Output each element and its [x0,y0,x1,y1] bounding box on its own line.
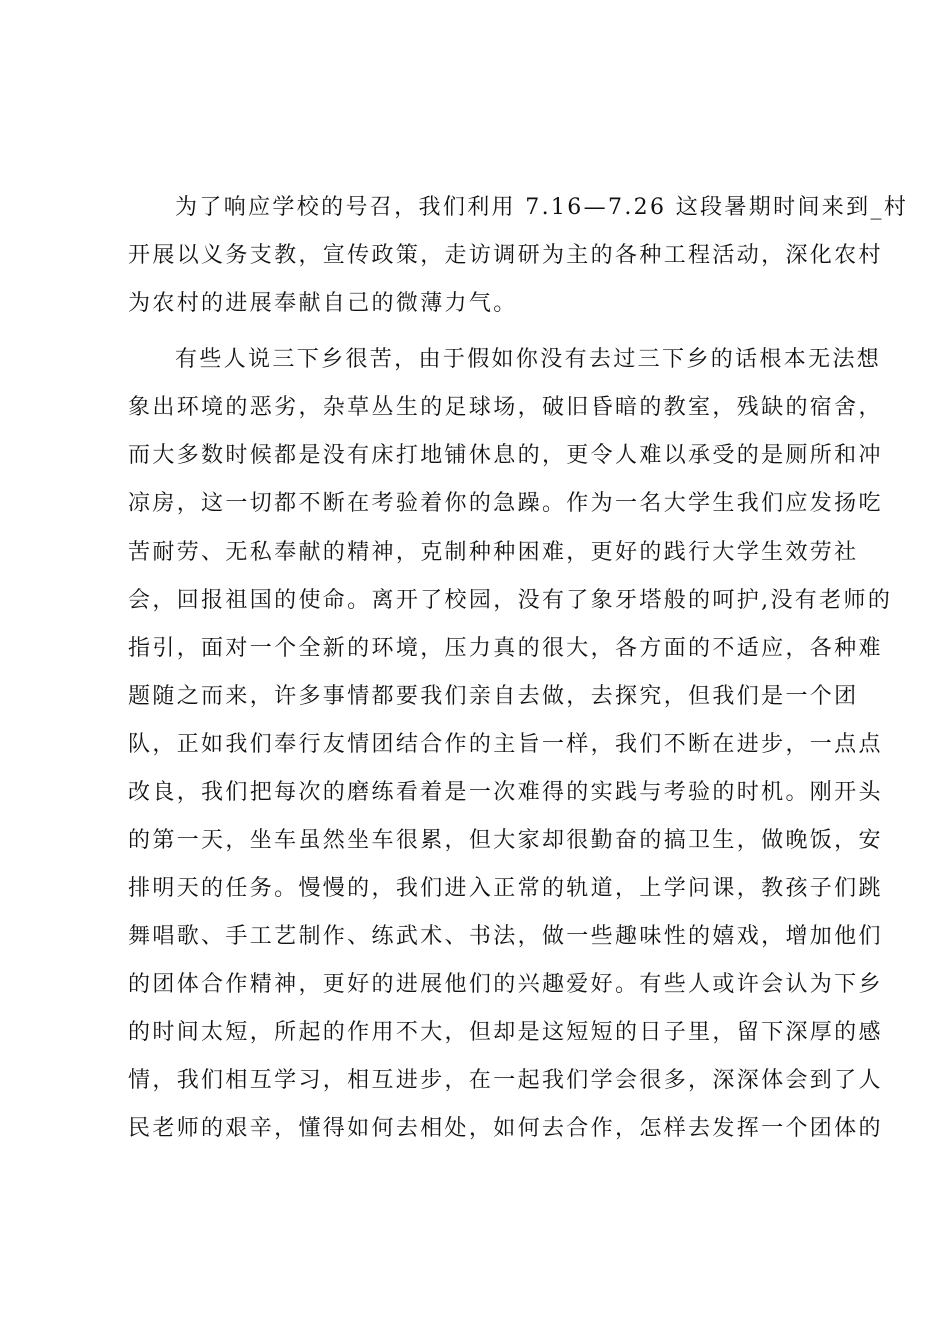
paragraph-line: 为农村的进展奉献自己的微薄力气。 [128,291,518,316]
paragraph-line: 的第一天，坐车虽然坐车很累，但大家却很勤奋的搞卫生，做晚饭，安 [128,828,883,853]
paragraph-line: 舞唱歌、手工艺制作、练武术、书法，做一些趣味性的嬉戏，增加他们 [128,924,883,949]
paragraph-line: 有些人说三下乡很苦，由于假如你没有去过三下乡的话根本无法想 [175,347,882,372]
paragraph-line: 苦耐劳、无私奉献的精神，克制种种困难，更好的践行大学生效劳社 [128,540,859,565]
paragraph-line: 改良，我们把每次的磨练看着是一次难得的实践与考验的时机。刚开头 [128,780,883,805]
paragraph-line: 象出环境的恶劣，杂草丛生的足球场，破旧昏暗的教室，残缺的宿舍， [128,395,883,420]
paragraph-line: 为了响应学校的号召，我们利用 7.16—7.26 这段暑期时间来到_村 [175,195,909,220]
paragraph-line: 指引，面对一个全新的环境，压力真的很大，各方面的不适应，各种难 [128,636,883,661]
paragraph-line: 的团体合作精神，更好的进展他们的兴趣爱好。有些人或许会认为下乡 [128,972,883,997]
paragraph-line: 队，正如我们奉行友情团结合作的主旨一样，我们不断在进步，一点点 [128,732,883,757]
paragraph-line: 排明天的任务。慢慢的，我们进入正常的轨道，上学问课，教孩子们跳 [128,876,883,901]
paragraph-line: 而大多数时候都是没有床打地铺休息的，更令人难以承受的是厕所和冲 [128,443,883,468]
paragraph-line: 会，回报祖国的使命。离开了校园，没有了象牙塔般的呵护,没有老师的 [128,588,893,613]
paragraph-line: 凉房，这一切都不断在考验着你的急躁。作为一名大学生我们应发扬吃 [128,491,883,516]
paragraph-line: 开展以义务支教，宣传政策，走访调研为主的各种工程活动，深化农村 [128,243,883,268]
paragraph-line: 的时间太短，所起的作用不大，但却是这短短的日子里，留下深厚的感 [128,1020,883,1045]
paragraph-line: 题随之而来，许多事情都要我们亲自去做，去探究，但我们是一个团 [128,684,859,709]
paragraph-line: 民老师的艰辛，懂得如何去相处，如何去合作，怎样去发挥一个团体的 [128,1116,883,1141]
paragraph-line: 情，我们相互学习，相互进步，在一起我们学会很多，深深体会到了人 [128,1068,883,1093]
